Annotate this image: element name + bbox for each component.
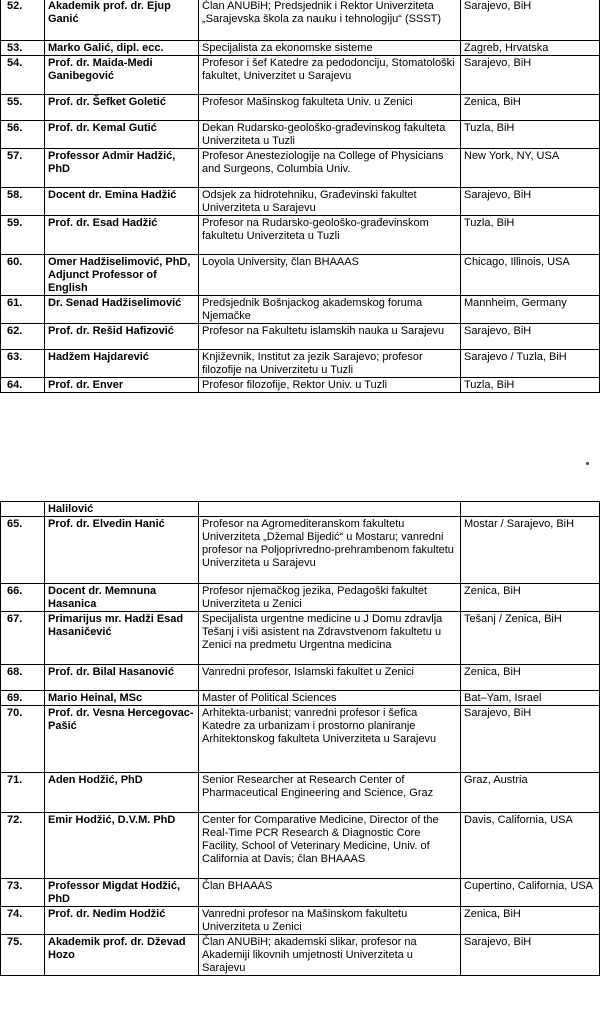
member-position: Profesor filozofije, Rektor Univ. u Tuzli (199, 378, 461, 393)
member-name: Docent dr. Emina Hadžić (45, 188, 199, 216)
row-number: 72. (1, 813, 45, 879)
row-number: 74. (1, 907, 45, 935)
row-number: 61. (1, 296, 45, 324)
members-table-bottom (0, 501, 600, 976)
member-location: Tešanj / Zenica, BiH (461, 612, 600, 665)
table-row (1, 879, 600, 907)
member-location: Zenica, BiH (461, 584, 600, 612)
member-name: Prof. dr. Rešid Hafizović (45, 324, 199, 350)
member-location: Tuzla, BiH (461, 216, 600, 255)
table-row (1, 665, 600, 691)
table-row (1, 813, 600, 879)
table-row (1, 350, 600, 378)
member-name: Marko Galić, dipl. ecc. (45, 41, 199, 56)
member-name: Prof. dr. Maida-Medi Ganibegović (45, 56, 199, 95)
table-row (1, 216, 600, 255)
member-location: Zenica, BiH (461, 665, 600, 691)
member-position: Profesor njemačkog jezika, Pedagoški fakultet Univerziteta u Zenici (199, 584, 461, 612)
member-position: Center for Comparative Medicine, Director of the Real-Time PCR Research & Diagnostic Core Facility, School of Veterinary Medicine, Univ. of California at Davis; član BHAAAS (199, 813, 461, 879)
member-location: Sarajevo / Tuzla, BiH (461, 350, 600, 378)
table-row (1, 773, 600, 813)
page-mark (586, 462, 589, 465)
table-row (1, 41, 600, 56)
member-name: Akademik prof. dr. Dževad Hozo (45, 935, 199, 976)
member-position: Master of Political Sciences (199, 691, 461, 706)
member-name: Prof. dr. Enver (45, 378, 199, 393)
table-row (1, 935, 600, 976)
member-position: Senior Researcher at Research Center of Pharmaceutical Engineering and Science, Graz (199, 773, 461, 813)
member-name: Primarijus mr. Hadži Esad Hasaničević (45, 612, 199, 665)
member-name: Prof. dr. Šefket Goletić (45, 95, 199, 121)
member-location: Tuzla, BiH (461, 121, 600, 149)
row-number: 58. (1, 188, 45, 216)
row-number: 70. (1, 706, 45, 773)
table-row (1, 121, 600, 149)
row-number: 52. (1, 0, 45, 41)
table-row (1, 691, 600, 706)
member-position: Specijalista urgentne medicine u J Domu zdravlja Tešanj i viši asistent na Zdravstvenom fakultetu u Zenici na predmetu Urgentna medicina (199, 612, 461, 665)
row-number: 62. (1, 324, 45, 350)
member-location: Sarajevo, BiH (461, 935, 600, 976)
row-number: 60. (1, 255, 45, 296)
member-position: Profesor na Rudarsko-geološko-građevinskom fakultetu Univerziteta u Tuzli (199, 216, 461, 255)
row-number: 64. (1, 378, 45, 393)
member-name: Hadžem Hajdarević (45, 350, 199, 378)
member-name: Omer Hadžiselimović, PhD, Adjunct Professor of English (45, 255, 199, 296)
row-number (1, 502, 45, 517)
row-number: 54. (1, 56, 45, 95)
member-location: Mostar / Sarajevo, BiH (461, 517, 600, 584)
member-position (199, 502, 461, 517)
member-name: Docent dr. Memnuna Hasanica (45, 584, 199, 612)
member-name: Dr. Senad Hadžiselimović (45, 296, 199, 324)
member-position: Predsjednik Bošnjackog akademskog foruma Njemačke (199, 296, 461, 324)
table-row (1, 907, 600, 935)
row-number: 71. (1, 773, 45, 813)
table-row (1, 584, 600, 612)
member-location: Sarajevo, BiH (461, 706, 600, 773)
member-location: Zagreb, Hrvatska (461, 41, 600, 56)
row-number: 68. (1, 665, 45, 691)
member-position: Specijalista za ekonomske sisteme (199, 41, 461, 56)
member-position: Profesor Anesteziologije na College of Physicians and Surgeons, Columbia Univ. (199, 149, 461, 188)
member-position: Profesor na Agromediteranskom fakultetu Univerziteta „Džemal Bijedić“ u Mostaru; vanredni profesor na Poljoprivredno-prehrambenom fakultetu Univerziteta u Sarajevu (199, 517, 461, 584)
member-name: Akademik prof. dr. Ejup Ganić (45, 0, 199, 41)
row-number: 67. (1, 612, 45, 665)
member-location (461, 502, 600, 517)
member-position: Odsjek za hidrotehniku, Građevinski fakultet Univerziteta u Sarajevu (199, 188, 461, 216)
member-name: Professor Admir Hadžić, PhD (45, 149, 199, 188)
member-position: Vanredni profesor na Mašinskom fakultetu Univerziteta u Zenici (199, 907, 461, 935)
member-location: Bat–Yam, Israel (461, 691, 600, 706)
member-position: Član BHAAAS (199, 879, 461, 907)
member-name: Mario Heinal, MSc (45, 691, 199, 706)
row-number: 56. (1, 121, 45, 149)
member-location: Zenica, BiH (461, 95, 600, 121)
table-row (1, 612, 600, 665)
table-row (1, 502, 600, 517)
member-location: Graz, Austria (461, 773, 600, 813)
row-number: 69. (1, 691, 45, 706)
member-position: Književnik, Institut za jezik Sarajevo; profesor filozofije na Univerzitetu u Tuzli (199, 350, 461, 378)
row-number: 55. (1, 95, 45, 121)
member-location: Mannheim, Germany (461, 296, 600, 324)
table-row (1, 255, 600, 296)
table-row (1, 706, 600, 773)
member-position: Vanredni profesor, Islamski fakultet u Zenici (199, 665, 461, 691)
member-location: Sarajevo, BiH (461, 188, 600, 216)
member-name: Professor Migdat Hodžić, PhD (45, 879, 199, 907)
member-position: Član ANUBiH; Predsjednik i Rektor Univerziteta „Sarajevska škola za nauku i tehnologiju“ (SSST) (199, 0, 461, 41)
member-name: Prof. dr. Elvedin Hanić (45, 517, 199, 584)
row-number: 59. (1, 216, 45, 255)
table-row (1, 0, 600, 41)
table-row (1, 378, 600, 393)
table-row (1, 517, 600, 584)
member-location: Sarajevo, BiH (461, 0, 600, 41)
member-position: Arhitekta-urbanist; vanredni profesor i šefica Katedre za urbanizam i prostorno planiranje Arhitektonskog fakulteta Univerziteta u Sarajevu (199, 706, 461, 773)
member-location: Chicago, Illinois, USA (461, 255, 600, 296)
member-position: Profesor na Fakultetu islamskih nauka u Sarajevu (199, 324, 461, 350)
member-location: Davis, California, USA (461, 813, 600, 879)
table-row (1, 324, 600, 350)
member-name: Halilović (45, 502, 199, 517)
member-name: Emir Hodžić, D.V.M. PhD (45, 813, 199, 879)
member-name: Prof. dr. Kemal Gutić (45, 121, 199, 149)
row-number: 66. (1, 584, 45, 612)
member-location: New York, NY, USA (461, 149, 600, 188)
member-location: Sarajevo, BiH (461, 324, 600, 350)
row-number: 53. (1, 41, 45, 56)
member-location: Cupertino, California, USA (461, 879, 600, 907)
table-row (1, 149, 600, 188)
row-number: 63. (1, 350, 45, 378)
member-name: Prof. dr. Esad Hadžić (45, 216, 199, 255)
member-position: Dekan Rudarsko-geološko-građevinskog fakulteta Univerziteta u Tuzli (199, 121, 461, 149)
member-location: Zenica, BiH (461, 907, 600, 935)
member-location: Sarajevo, BiH (461, 56, 600, 95)
row-number: 73. (1, 879, 45, 907)
member-position: Profesor Mašinskog fakulteta Univ. u Zenici (199, 95, 461, 121)
member-location: Tuzla, BiH (461, 378, 600, 393)
member-name: Prof. dr. Nedim Hodžić (45, 907, 199, 935)
row-number: 65. (1, 517, 45, 584)
members-table-top (0, 0, 600, 393)
member-position: Loyola University, član BHAAAS (199, 255, 461, 296)
member-position: Član ANUBiH; akademski slikar, profesor na Akademiji likovnih umjetnosti Univerziteta u Sarajevu (199, 935, 461, 976)
member-name: Aden Hodžić, PhD (45, 773, 199, 813)
table-row (1, 296, 600, 324)
row-number: 57. (1, 149, 45, 188)
table-row (1, 188, 600, 216)
row-number: 75. (1, 935, 45, 976)
member-name: Prof. dr. Vesna Hercegovac-Pašić (45, 706, 199, 773)
member-name: Prof. dr. Bilal Hasanović (45, 665, 199, 691)
table-row (1, 56, 600, 95)
member-position: Profesor i šef Katedre za pedodonciju, Stomatološki fakultet, Univerzitet u Sarajevu (199, 56, 461, 95)
table-row (1, 95, 600, 121)
